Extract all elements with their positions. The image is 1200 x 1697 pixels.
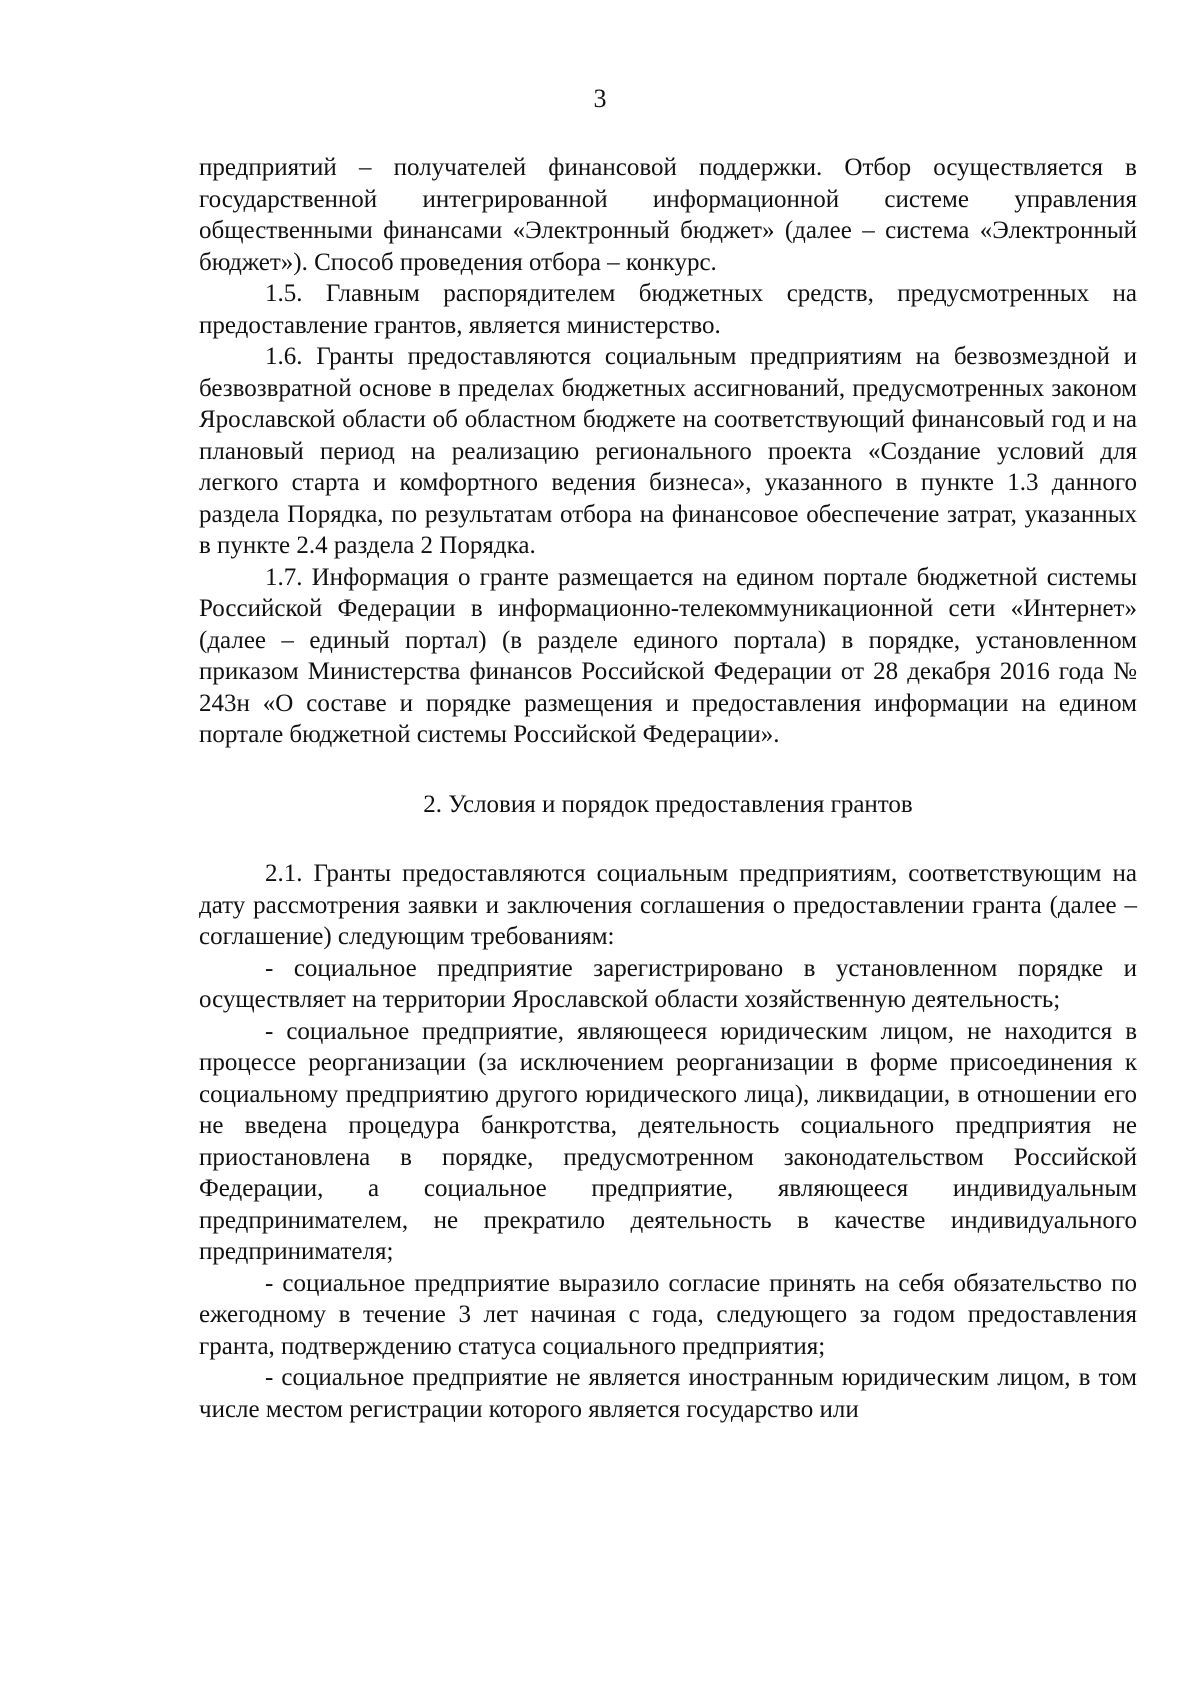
paragraph-1-7: 1.7. Информация о гранте размещается на едином портале бюджетной системы Российской Федерации в информационно-телекоммуникационной сети «Интернет» (далее – единый портал) (в разделе единого портала) в порядке, установленном приказом Министерства финансов Российской Федерации от 28 декабря 2016 года № 243н «О составе и порядке размещения и предоставления информации на едином портале бюджетной системы Российской Федерации». xyxy=(199,563,1137,748)
paragraph-continuation: предприятий – получателей финансовой поддержки. Отбор осуществляется в государственной интегрированной информационной системе управления общественными финансами «Электронный бюджет» (далее – система «Электронный бюджет»). Способ проведения отбора – конкурс. xyxy=(199,154,1137,276)
section-heading: 2. Условия и порядок предоставления грантов xyxy=(423,790,913,818)
page-number: 3 xyxy=(593,84,607,113)
paragraph-1-6: 1.6. Гранты предоставляются социальным предприятиям на безвозмездной и безвозвратной основе в пределах бюджетных ассигнований, предусмотренных законом Ярославской области об областном бюджете на соответствующий финансовый год и на плановый период на реализацию регионального проекта «Создание условий для легкого старта и комфортного ведения бизнеса», указанного в пункте 1.3 данного раздела Порядка, по результатам отбора на финансовое обеспечение затрат, указанных в пункте 2.4 раздела 2 Порядка. xyxy=(199,343,1137,559)
requirement-item: - социальное предприятие зарегистрировано в установленном порядке и осуществляет на территории Ярославской области хозяйственную деятельность; xyxy=(199,954,1137,1013)
requirement-item: - социальное предприятие, являющееся юридическим лицом, не находится в процессе реорганизации (за исключением реорганизации в форме присоединения к социальному предприятию другого юридического лица), ликвидации, в отношении его не введена процедура банкротства, деятельность социального предприятия не приостановлена в порядке, предусмотренном законодательством Российской Федерации, а социальное предприятие, являющееся индивидуальным предпринимателем, не прекратило деятельность в качестве индивидуального предпринимателя; xyxy=(199,1017,1137,1265)
paragraph-2-1: 2.1. Гранты предоставляются социальным предприятиям, соответствующим на дату рассмотрения заявки и заключения соглашения о предоставлении гранта (далее – соглашение) следующим требованиям: xyxy=(199,860,1137,950)
document-body xyxy=(199,152,1137,1425)
paragraph-1-5: 1.5. Главным распорядителем бюджетных средств, предусмотренных на предоставление грантов, является министерство. xyxy=(199,280,1137,339)
requirement-item: - социальное предприятие выразило согласие принять на себя обязательство по ежегодному в течение 3 лет начиная с года, следующего за годом предоставления гранта, подтверждению статуса социального предприятия; xyxy=(199,1269,1137,1360)
requirement-item: - социальное предприятие не является иностранным юридическим лицом, в том числе местом регистрации которого является государство или xyxy=(199,1364,1137,1423)
